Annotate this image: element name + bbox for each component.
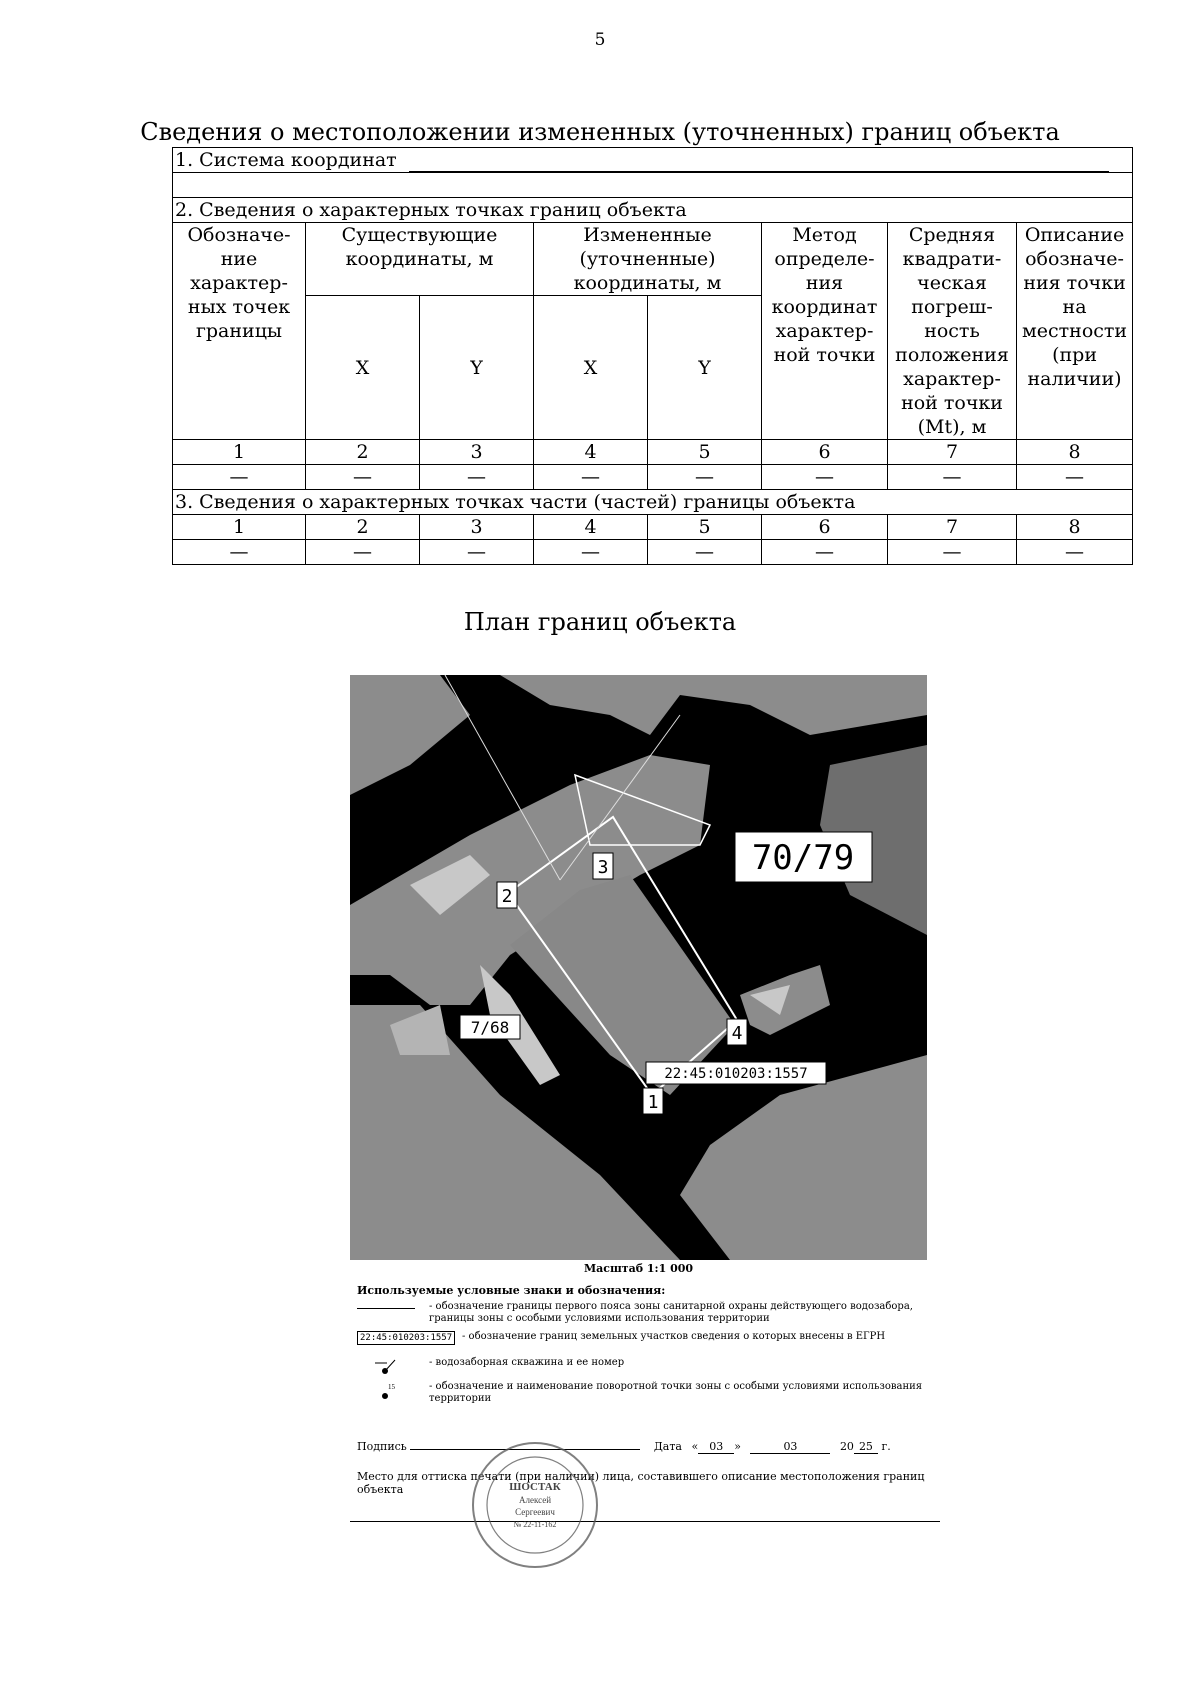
col-number: 8 (1017, 515, 1133, 540)
header-x-existing: X (306, 296, 420, 440)
date-label: Дата (653, 1440, 682, 1453)
signature-line: Подпись Дата « 03 » 03 20 25 г. (357, 1437, 942, 1454)
column-number-row (173, 440, 1133, 465)
dash-row (173, 465, 1133, 490)
col-number: 3 (420, 440, 534, 465)
dash-cell: — (1017, 465, 1133, 490)
col-number: 5 (648, 515, 762, 540)
dash-cell: — (888, 540, 1017, 565)
system-fill-line (409, 155, 1109, 172)
dash-cell: — (888, 465, 1017, 490)
dash-cell: — (534, 540, 648, 565)
legend-text: - обозначение границы первого пояса зоны санитарной охраны действующего водозабора, границы зоны с особыми условиями использования территории (429, 1301, 913, 1324)
dash-cell: — (306, 465, 420, 490)
dash-cell: — (534, 465, 648, 490)
col-number: 5 (648, 440, 762, 465)
header-error: Средняя квадрати-ческая погреш-ность положения характер-ной точки (Mt), м (888, 223, 1017, 440)
label-70-79 (735, 832, 872, 882)
section2-row (173, 198, 1133, 223)
cadastral-number-label (646, 1062, 826, 1084)
dash-row-2 (173, 540, 1133, 565)
header-point: Обозначе-ние характер-ных точек границы (173, 223, 306, 440)
bottom-line (350, 1521, 940, 1522)
legend (357, 1285, 942, 1411)
dash-cell: — (420, 465, 534, 490)
dash-cell: — (762, 540, 888, 565)
svg-text:Сергеевич: Сергеевич (515, 1507, 555, 1517)
header-existing: Существующие координаты, м (306, 223, 534, 296)
dash-cell: — (762, 465, 888, 490)
point-marker-1 (643, 1088, 663, 1114)
col-number: 7 (888, 515, 1017, 540)
col-number: 4 (534, 515, 648, 540)
dash-cell: — (173, 540, 306, 565)
dash-cell: — (420, 540, 534, 565)
col-number: 8 (1017, 440, 1133, 465)
plan-title: План границ объекта (463, 608, 737, 636)
date-month: 03 (750, 1440, 830, 1454)
legend-item-parcel (357, 1331, 942, 1343)
point-marker-2 (497, 882, 517, 908)
section3-label: 3. Сведения о характерных точках части (частей) границы объекта (173, 490, 1133, 515)
point-label: 4 (731, 1023, 743, 1044)
date-year: 25 (854, 1440, 878, 1454)
legend-item-well (357, 1357, 942, 1369)
svg-text:Алексей: Алексей (518, 1495, 552, 1505)
legend-text: - обозначение и наименование поворотной точки зоны с особыми условиями использования территории (429, 1381, 923, 1404)
legend-item-turning-point (357, 1381, 942, 1405)
col-number: 6 (762, 440, 888, 465)
header-changed: Измененные (уточненные) координаты, м (534, 223, 762, 296)
year-prefix: 20 (839, 1440, 854, 1453)
point-marker-3 (593, 853, 613, 879)
header-x-changed: X (534, 296, 648, 440)
stamp-place-text: Место для оттиска печати (при наличии) лица, составившего описание местоположения границ объекта (357, 1470, 925, 1496)
section3-row (173, 490, 1133, 515)
col-number: 1 (173, 440, 306, 465)
section1-label: 1. Система координат (175, 149, 397, 171)
document-title: Сведения о местоположении измененных (уточненных) границ объекта (140, 118, 1060, 146)
legend-text: - водозаборная скважина и ее номер (429, 1357, 625, 1368)
parcel-label-symbol: 22:45:010203:1557 (357, 1331, 455, 1345)
legend-item-zone-boundary (357, 1301, 942, 1325)
point-marker-4 (727, 1019, 747, 1045)
dash-cell: — (648, 465, 762, 490)
boundary-plan-map (350, 675, 927, 1260)
turning-point-icon (357, 1381, 425, 1407)
svg-text:15: 15 (388, 1383, 395, 1391)
year-suffix: г. (881, 1440, 891, 1453)
legend-text: - обозначение границ земельных участков сведения о которых внесены в ЕГРН (462, 1331, 886, 1342)
col-number: 2 (306, 515, 420, 540)
svg-text:№ 22-11-162: № 22-11-162 (513, 1520, 557, 1529)
col-number: 6 (762, 515, 888, 540)
svg-text:7/68: 7/68 (470, 1018, 510, 1037)
blank-row (173, 173, 1133, 198)
svg-text:ШОСТАК: ШОСТАК (509, 1481, 561, 1493)
header-description: Описание обозначе-ния точки на местности (при наличии) (1017, 223, 1133, 440)
dash-cell: — (1017, 540, 1133, 565)
system-row (173, 148, 1133, 173)
point-label: 1 (647, 1092, 659, 1113)
date-day: 03 (698, 1440, 734, 1454)
official-stamp (470, 1440, 600, 1570)
header-y-changed: Y (648, 296, 762, 440)
zone-boundary-symbol (357, 1301, 425, 1309)
label-7-68 (460, 1015, 520, 1039)
legend-heading: Используемые условные знаки и обозначения: (357, 1284, 666, 1297)
point-label: 2 (501, 886, 513, 907)
page-number: 5 (594, 30, 606, 50)
col-number: 4 (534, 440, 648, 465)
dash-cell: — (306, 540, 420, 565)
signature-label: Подпись (357, 1440, 407, 1453)
point-label: 3 (597, 857, 609, 878)
coordinates-table (172, 147, 1133, 565)
header-method: Метод определе-ния координат характер-ной точки (762, 223, 888, 440)
header-row-1 (173, 223, 1133, 296)
well-icon (357, 1357, 425, 1381)
col-number: 2 (306, 440, 420, 465)
map-scale: Масштаб 1:1 000 (583, 1262, 694, 1275)
header-y-existing: Y (420, 296, 534, 440)
col-number: 7 (888, 440, 1017, 465)
col-number: 3 (420, 515, 534, 540)
svg-text:22:45:010203:1557: 22:45:010203:1557 (664, 1066, 808, 1082)
svg-text:70/79: 70/79 (751, 838, 855, 878)
dash-cell: — (648, 540, 762, 565)
col-number: 1 (173, 515, 306, 540)
dash-cell: — (173, 465, 306, 490)
column-number-row-2 (173, 515, 1133, 540)
section2-label: 2. Сведения о характерных точках границ объекта (173, 198, 1133, 223)
